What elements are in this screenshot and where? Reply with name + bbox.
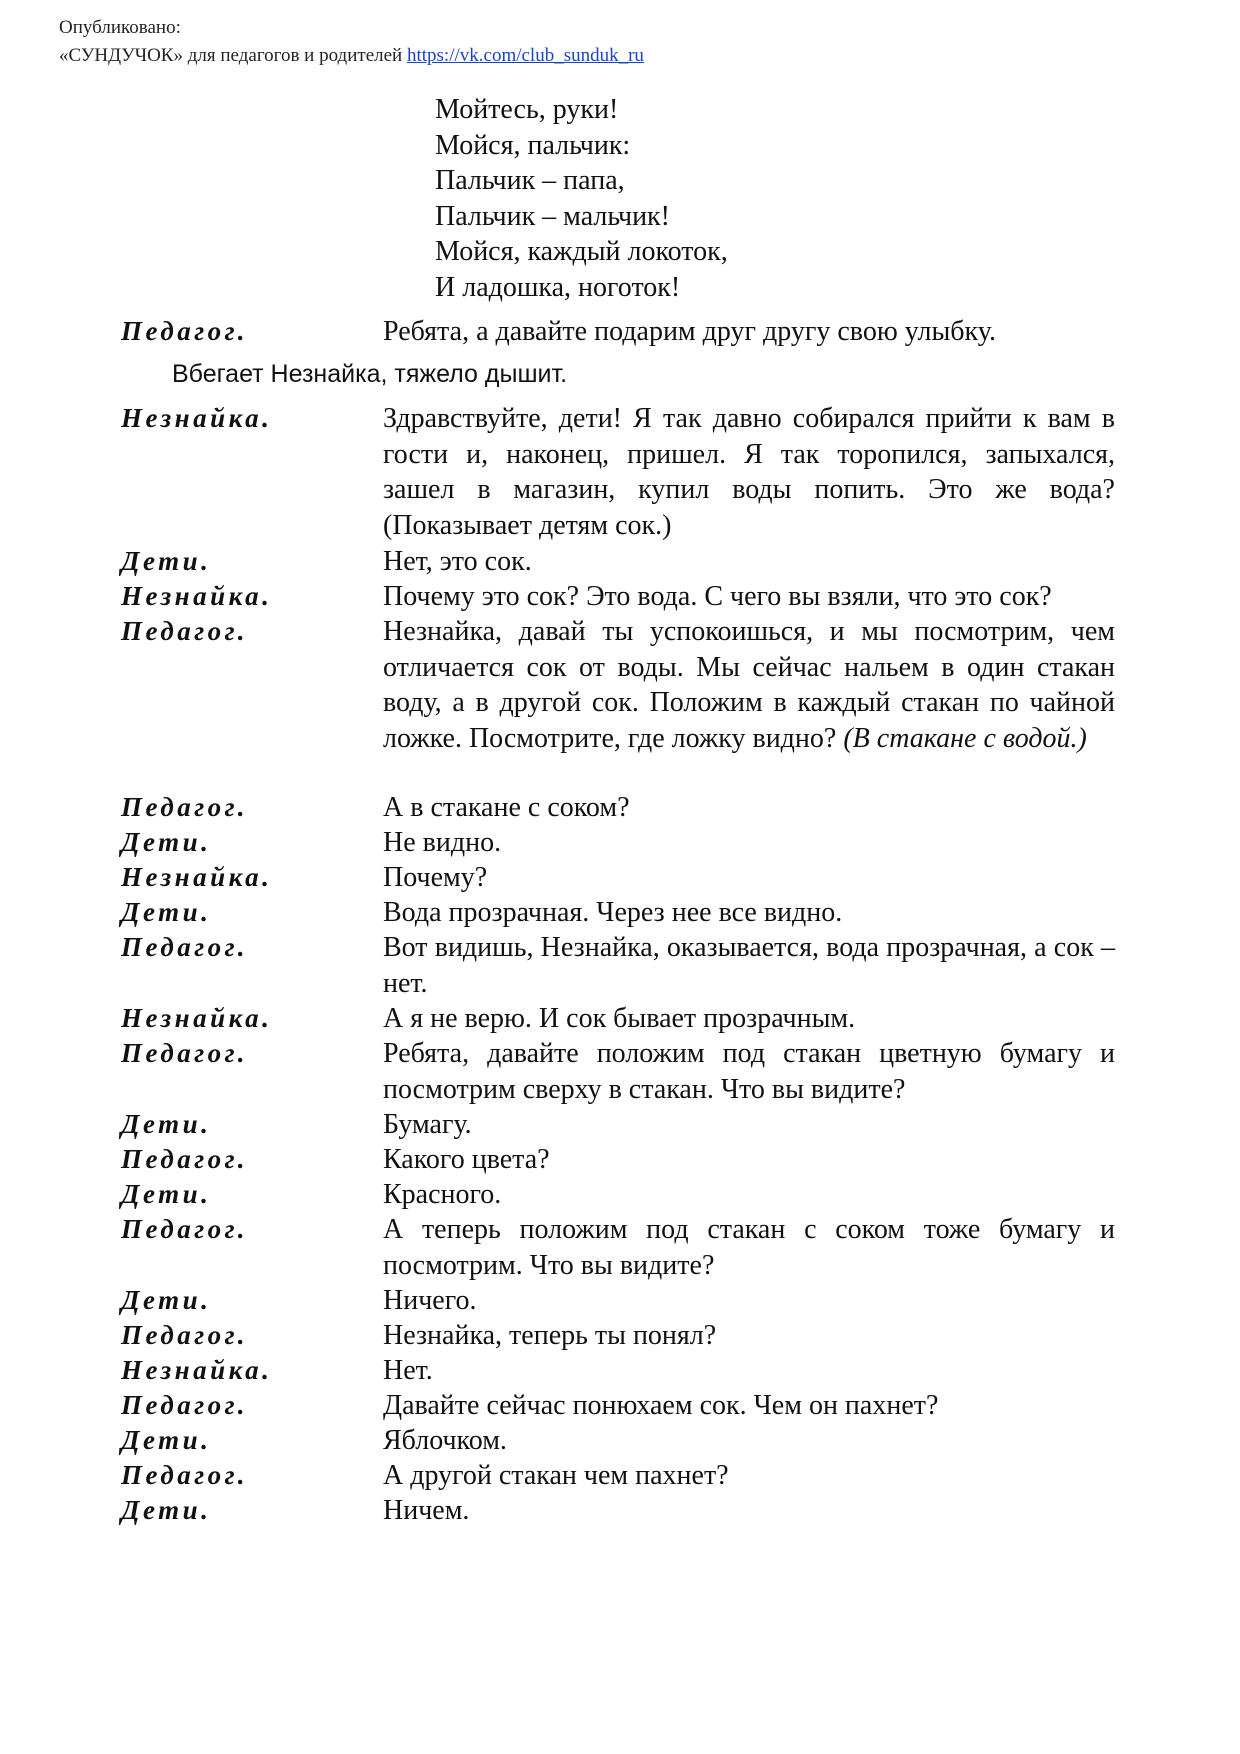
dialogue-line [0,895,1240,930]
speaker-name: Дети. [121,897,212,927]
poem-line: Мойтесь, руки! [435,94,619,125]
speech-text [383,614,1115,756]
speaker-name: Дети. [121,1285,212,1315]
poem-line: Пальчик – мальчик! [435,200,670,232]
speech-text: А я не верю. И сок бывает прозрачным. [383,1003,856,1034]
dialogue-line [0,1493,1240,1528]
publisher-name: «СУНДУЧОК» для педагогов и родителей [59,45,403,66]
poem-line: Мойся, каждый локоток, [435,236,728,268]
speaker-name: Педагог. [121,1460,249,1490]
dialogue-line [0,860,1240,895]
speaker-name: Педагог. [121,616,249,646]
speaker-name: Дети. [121,1425,212,1455]
speech-text: Ребята, давайте положим под стакан цветную бумагу и посмотрим сверху в стакан. Что вы видите? [383,1038,1115,1105]
dialogue-line [0,1036,1240,1105]
speaker-name: Незнайка. [121,403,273,433]
publisher-line [59,42,644,70]
dialogue-line [0,401,1240,541]
speaker-name: Незнайка. [121,1003,273,1033]
dialogue-line [0,1107,1240,1142]
speech-text: Ничего. [383,1285,477,1316]
speech-text: Не видно. [383,827,502,858]
speech-text: А теперь положим под стакан с соком тоже бумагу и посмотрим. Что вы видите? [383,1214,1115,1281]
dialogue-line [0,790,1240,825]
speech-text: Ребята, а давайте подарим друг другу свою улыбку. [383,316,996,347]
speaker-name: Дети. [121,827,212,857]
speech-text: Какого цвета? [383,1144,550,1175]
speech-text: Красного. [383,1179,502,1210]
speaker-name: Незнайка. [121,862,273,892]
speech-text: А в стакане с соком? [383,792,630,823]
speaker-name: Педагог. [121,316,249,346]
poem-line: И ладошка, ноготок! [435,271,681,303]
speaker-name: Дети. [121,1109,212,1139]
speaker-name: Незнайка. [121,581,273,611]
dialogue-line [0,1458,1240,1493]
speech-text: Давайте сейчас понюхаем сок. Чем он пахнет? [383,1390,939,1421]
speech-text: Нет, это сок. [383,546,532,577]
poem-line: Мойся, пальчик: [435,129,631,161]
speaker-name: Педагог. [121,1214,249,1244]
speech-main: Незнайка, давай ты успокоишься, и мы посмотрим, чем отличается сок от воды. Мы сейчас нальем в один стакан воду, а в другой сок. Положим в каждый стакан по чайной ложке. Посмотрите, где ложку видно? [383,616,1115,754]
speech-text: Вода прозрачная. Через нее все видно. [383,897,843,928]
speaker-name: Дети. [121,546,212,576]
speaker-name: Педагог. [121,1390,249,1420]
dialogue-line [0,825,1240,860]
speaker-name: Незнайка. [121,1355,273,1385]
speech-text: А другой стакан чем пахнет? [383,1460,729,1491]
speaker-name: Дети. [121,1495,212,1525]
speech-text: Яблочком. [383,1425,507,1456]
dialogue-line [0,1177,1240,1212]
dialogue-line [0,1283,1240,1318]
dialogue-line [0,314,1240,349]
poem-line: Пальчик – папа, [435,165,625,197]
speaker-name: Дети. [121,1179,212,1209]
speech-note: (В стакане с водой.) [843,722,1087,754]
published-label: Опубликовано: [59,17,181,38]
speaker-name: Педагог. [121,1144,249,1174]
dialogue-line [0,544,1240,579]
dialogue-line [0,930,1240,999]
dialogue-line [0,1001,1240,1036]
poem [435,92,728,306]
stage-direction: Вбегает Незнайка, тяжело дышит. [172,360,568,388]
publication-header [59,14,644,70]
dialogue-line [0,1212,1240,1281]
dialogue-line [0,614,1240,754]
dialogue-line [0,579,1240,614]
dialogue-line [0,1388,1240,1423]
speech-text: Нет. [383,1355,433,1386]
speech-text: Вот видишь, Незнайка, оказывается, вода прозрачная, а сок – нет. [383,932,1115,999]
speaker-name: Педагог. [121,1320,249,1350]
publisher-link[interactable]: https://vk.com/club_sunduk_ru [406,45,644,66]
speech-text: Почему? [383,862,488,893]
speech-text: Почему это сок? Это вода. С чего вы взяли, что это сок? [383,581,1052,612]
speech-text: Бумагу. [383,1109,472,1140]
speaker-name: Педагог. [121,1038,249,1068]
speech-text: Здравствуйте, дети! Я так давно собирался прийти к вам в гости и, наконец, пришел. Я так торопился, запыхался, зашел в магазин, купил воды попить. Это же вода? (Показывает детям сок.) [383,403,1115,541]
dialogue-line [0,1423,1240,1458]
speaker-name: Педагог. [121,792,249,822]
speaker-name: Педагог. [121,932,249,962]
dialogue-line [0,1353,1240,1388]
speech-text: Незнайка, теперь ты понял? [383,1320,717,1351]
dialogue-line [0,1142,1240,1177]
speech-text: Ничем. [383,1495,470,1526]
dialogue-line [0,1318,1240,1353]
